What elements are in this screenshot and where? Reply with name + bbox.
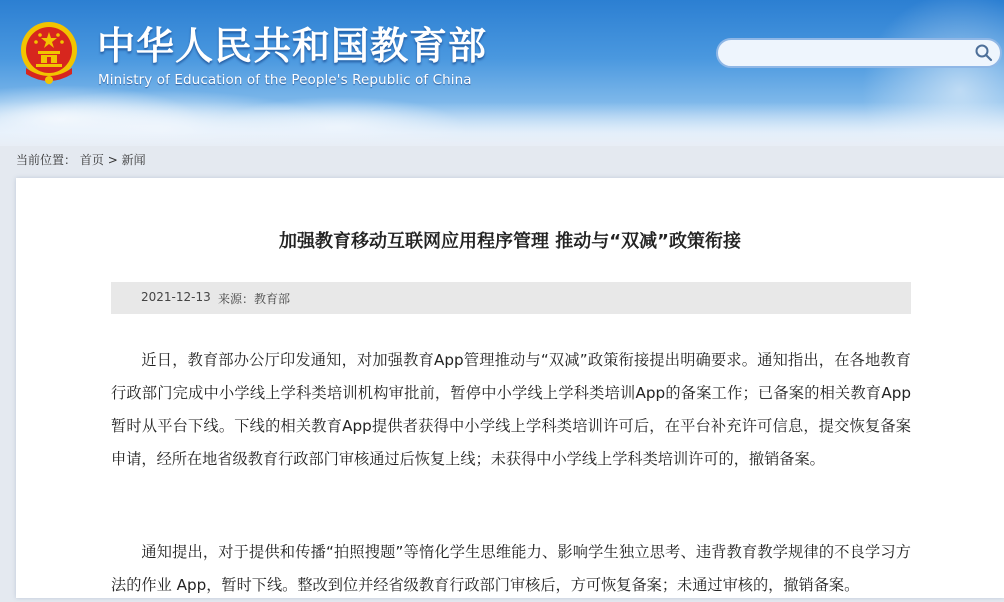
breadcrumb-current[interactable]: 新闻 <box>121 153 146 167</box>
article-title: 加强教育移动互联网应用程序管理 推动与“双减”政策衔接 <box>279 231 741 252</box>
breadcrumb-separator: > <box>107 153 118 167</box>
site-title[interactable]: 中华人民共和国教育部 <box>97 24 488 68</box>
site-header <box>0 0 1004 146</box>
article-meta-bar <box>111 282 911 314</box>
article-paragraph-2: 通知提出，对于提供和传播“拍照搜题”等惰化学生思维能力、影响学生独立思考、违背教育教学规律的不良学习方法的作业 App，暂时下线。整改到位并经省级教育行政部门审核后，方可恢复备案；未通过审核的，撤销备案。 <box>111 543 911 594</box>
site-subtitle: Ministry of Education of the People's Republic of China <box>98 72 472 88</box>
cloud-background <box>0 102 1004 146</box>
article-panel <box>16 178 1004 598</box>
search-icon[interactable] <box>974 43 994 63</box>
breadcrumb-prefix: 当前位置： <box>16 153 77 167</box>
article-paragraph-1: 近日，教育部办公厅印发通知，对加强教育App管理推动与“双减”政策衔接提出明确要求。通知指出，在各地教育行政部门完成中小学线上学科类培训机构审批前，暂停中小学线上学科类培训App的备案工作；已备案的相关教育App暂时从平台下线。下线的相关教育App提供者获得中小学线上学科类培训许可后，在平台补充许可信息，提交恢复备案申请，经所在地省级教育行政部门审核通过后恢复上线；未获得中小学线上学科类培训许可的，撤销备案。 <box>111 351 911 468</box>
article-source-label: 来源： <box>218 292 255 306</box>
national-emblem-icon[interactable] <box>18 20 80 86</box>
article-date: 2021-12-13 <box>141 290 211 304</box>
search-input[interactable] <box>728 43 978 65</box>
breadcrumb-home-link[interactable]: 首页 <box>79 153 104 167</box>
search-box[interactable] <box>716 38 1002 68</box>
breadcrumb <box>16 151 146 168</box>
article-source: 教育部 <box>254 292 291 306</box>
